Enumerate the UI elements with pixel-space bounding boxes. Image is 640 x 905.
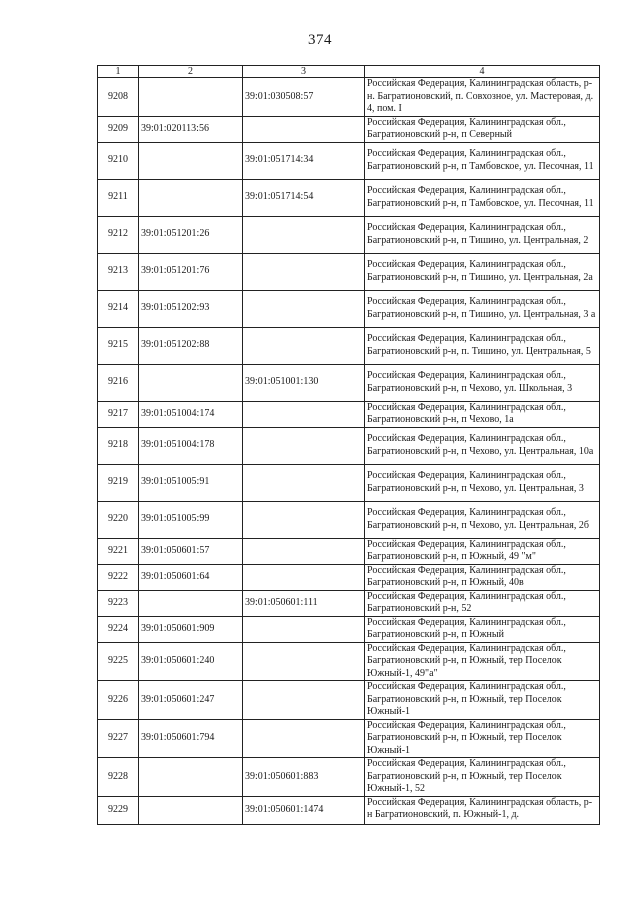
cadastral-number-col3 (243, 719, 365, 758)
address-cell: Российская Федерация, Калининградская обл., Багратионовский р-н, п Тишино, ул. Центральная, 3 а (365, 290, 600, 327)
registry-table (97, 65, 600, 825)
row-number: 9209 (98, 116, 139, 142)
cadastral-number-col3 (243, 216, 365, 253)
cadastral-number-col2: 39:01:051005:99 (139, 501, 243, 538)
header-row (98, 66, 600, 78)
table-body (98, 78, 600, 825)
table-row (98, 538, 600, 564)
cadastral-number-col3 (243, 681, 365, 720)
address-cell: Российская Федерация, Калининградская обл., Багратионовский р-н, п Северный (365, 116, 600, 142)
address-cell: Российская Федерация, Калининградская обл., Багратионовский р-н, п Тишино, ул. Центральная, 2а (365, 253, 600, 290)
table-row (98, 590, 600, 616)
table-row (98, 681, 600, 720)
row-number: 9212 (98, 216, 139, 253)
table-row (98, 427, 600, 464)
address-cell: Российская Федерация, Калининградская обл., Багратионовский р-н, п Южный (365, 616, 600, 642)
cadastral-number-col2 (139, 364, 243, 401)
row-number: 9213 (98, 253, 139, 290)
cadastral-number-col2: 39:01:020113:56 (139, 116, 243, 142)
cadastral-number-col3 (243, 401, 365, 427)
table-row (98, 216, 600, 253)
cadastral-number-col2: 39:01:050601:64 (139, 564, 243, 590)
address-cell: Российская Федерация, Калининградская обл., Багратионовский р-н, п Тишино, ул. Центральная, 2 (365, 216, 600, 253)
cadastral-number-col2: 39:01:050601:247 (139, 681, 243, 720)
cadastral-number-col2 (139, 796, 243, 824)
cadastral-number-col2 (139, 78, 243, 117)
cadastral-number-col2: 39:01:051005:91 (139, 464, 243, 501)
cadastral-number-col2: 39:01:050601:240 (139, 642, 243, 681)
table-row (98, 464, 600, 501)
table-row (98, 616, 600, 642)
table-row (98, 501, 600, 538)
table-row (98, 116, 600, 142)
cadastral-number-col2 (139, 758, 243, 797)
row-number: 9214 (98, 290, 139, 327)
cadastral-number-col3 (243, 564, 365, 590)
cadastral-number-col3: 39:01:051714:34 (243, 142, 365, 179)
address-cell (365, 796, 600, 824)
row-number: 9229 (98, 796, 139, 824)
cadastral-number-col3 (243, 501, 365, 538)
row-number: 9220 (98, 501, 139, 538)
address-cell: Российская Федерация, Калининградская область, р-н. Багратионовский, п. Совхозное, ул. Мастеровая, д. 4, пом. I (365, 78, 600, 117)
address-cell: Российская Федерация, Калининградская обл., Багратионовский р-н, п Тамбовское, ул. Песочная, 11 (365, 179, 600, 216)
address-cell: Российская Федерация, Калининградская обл., Багратионовский р-н, п Тамбовское, ул. Песочная, 11 (365, 142, 600, 179)
address-cell: Российская Федерация, Калининградская обл., Багратионовский р-н, п Южный, тер Поселок Южный-1 (365, 681, 600, 720)
cadastral-number-col2: 39:01:051201:26 (139, 216, 243, 253)
row-number: 9224 (98, 616, 139, 642)
table-row (98, 253, 600, 290)
cadastral-number-col3: 39:01:051714:54 (243, 179, 365, 216)
cadastral-number-col3 (243, 427, 365, 464)
cadastral-number-col2: 39:01:051201:76 (139, 253, 243, 290)
cadastral-number-col3 (243, 327, 365, 364)
cadastral-number-col3: 39:01:051001:130 (243, 364, 365, 401)
address-cell: Российская Федерация, Калининградская обл., Багратионовский р-н, п Южный, тер Поселок Южный-1, 49"а" (365, 642, 600, 681)
row-number: 9223 (98, 590, 139, 616)
cadastral-number-col2: 39:01:050601:794 (139, 719, 243, 758)
address-cell: Российская Федерация, Калининградская обл., Багратионовский р-н, п Чехово, ул. Центральная, 2б (365, 501, 600, 538)
cadastral-number-col3: 39:01:030508:57 (243, 78, 365, 117)
row-number: 9228 (98, 758, 139, 797)
address-cell: Российская Федерация, Калининградская обл., Багратионовский р-н, п Южный, 40в (365, 564, 600, 590)
address-cell: Российская Федерация, Калининградская обл., Багратионовский р-н, п Чехово, 1а (365, 401, 600, 427)
cadastral-number-col3: 39:01:050601:883 (243, 758, 365, 797)
table-row (98, 642, 600, 681)
table-row (98, 327, 600, 364)
column-header-4: 4 (365, 66, 600, 78)
row-number: 9217 (98, 401, 139, 427)
table-row (98, 179, 600, 216)
cadastral-number-col2: 39:01:050601:57 (139, 538, 243, 564)
table-row (98, 290, 600, 327)
row-number: 9226 (98, 681, 139, 720)
row-number: 9210 (98, 142, 139, 179)
address-cell: Российская Федерация, Калининградская обл., Багратионовский р-н, п. Тишино, ул. Центральная, 5 (365, 327, 600, 364)
row-number: 9221 (98, 538, 139, 564)
column-header-1: 1 (98, 66, 139, 78)
column-header-2: 2 (139, 66, 243, 78)
cadastral-number-col2: 39:01:051004:174 (139, 401, 243, 427)
address-cell: Российская Федерация, Калининградская обл., Багратионовский р-н, п Южный, тер Поселок Южный-1 (365, 719, 600, 758)
address-cell: Российская Федерация, Калининградская обл., Багратионовский р-н, п Южный, тер Поселок Южный-1, 52 (365, 758, 600, 797)
table-header (98, 66, 600, 78)
address-cell: Российская Федерация, Калининградская обл., Багратионовский р-н, п Чехово, ул. Школьная, 3 (365, 364, 600, 401)
cadastral-number-col3 (243, 538, 365, 564)
table-row (98, 142, 600, 179)
row-number: 9227 (98, 719, 139, 758)
row-number: 9211 (98, 179, 139, 216)
row-number: 9219 (98, 464, 139, 501)
cadastral-number-col3: 39:01:050601:1474 (243, 796, 365, 824)
address-text: Российская Федерация, Калининградская область, р-н Багратионовский, п. Южный-1, д. (367, 796, 593, 820)
table-row (98, 364, 600, 401)
row-number: 9215 (98, 327, 139, 364)
row-number: 9216 (98, 364, 139, 401)
cadastral-number-col3 (243, 464, 365, 501)
cadastral-number-col3 (243, 116, 365, 142)
row-number: 9222 (98, 564, 139, 590)
cadastral-number-col2: 39:01:051004:178 (139, 427, 243, 464)
cadastral-number-col2: 39:01:050601:909 (139, 616, 243, 642)
cadastral-number-col2: 39:01:051202:93 (139, 290, 243, 327)
column-header-3: 3 (243, 66, 365, 78)
row-number: 9225 (98, 642, 139, 681)
cadastral-number-col3: 39:01:050601:111 (243, 590, 365, 616)
cadastral-number-col2: 39:01:051202:88 (139, 327, 243, 364)
row-number: 9218 (98, 427, 139, 464)
address-cell: Российская Федерация, Калининградская обл., Багратионовский р-н, п Чехово, ул. Центральная, 10а (365, 427, 600, 464)
cadastral-number-col3 (243, 642, 365, 681)
table-row (98, 758, 600, 797)
cadastral-number-col3 (243, 253, 365, 290)
cadastral-number-col2 (139, 590, 243, 616)
cadastral-number-col3 (243, 616, 365, 642)
cadastral-number-col2 (139, 179, 243, 216)
table-row (98, 78, 600, 117)
table-row (98, 796, 600, 824)
row-number: 9208 (98, 78, 139, 117)
table-row (98, 564, 600, 590)
address-cell: Российская Федерация, Калининградская обл., Багратионовский р-н, п Чехово, ул. Центральная, 3 (365, 464, 600, 501)
cadastral-number-col3 (243, 290, 365, 327)
table-row (98, 719, 600, 758)
address-cell: Российская Федерация, Калининградская обл., Багратионовский р-н, п Южный, 49 "м" (365, 538, 600, 564)
page-number: 374 (308, 32, 332, 48)
cadastral-number-col2 (139, 142, 243, 179)
table-row (98, 401, 600, 427)
address-cell: Российская Федерация, Калининградская обл., Багратионовский р-н, 52 (365, 590, 600, 616)
